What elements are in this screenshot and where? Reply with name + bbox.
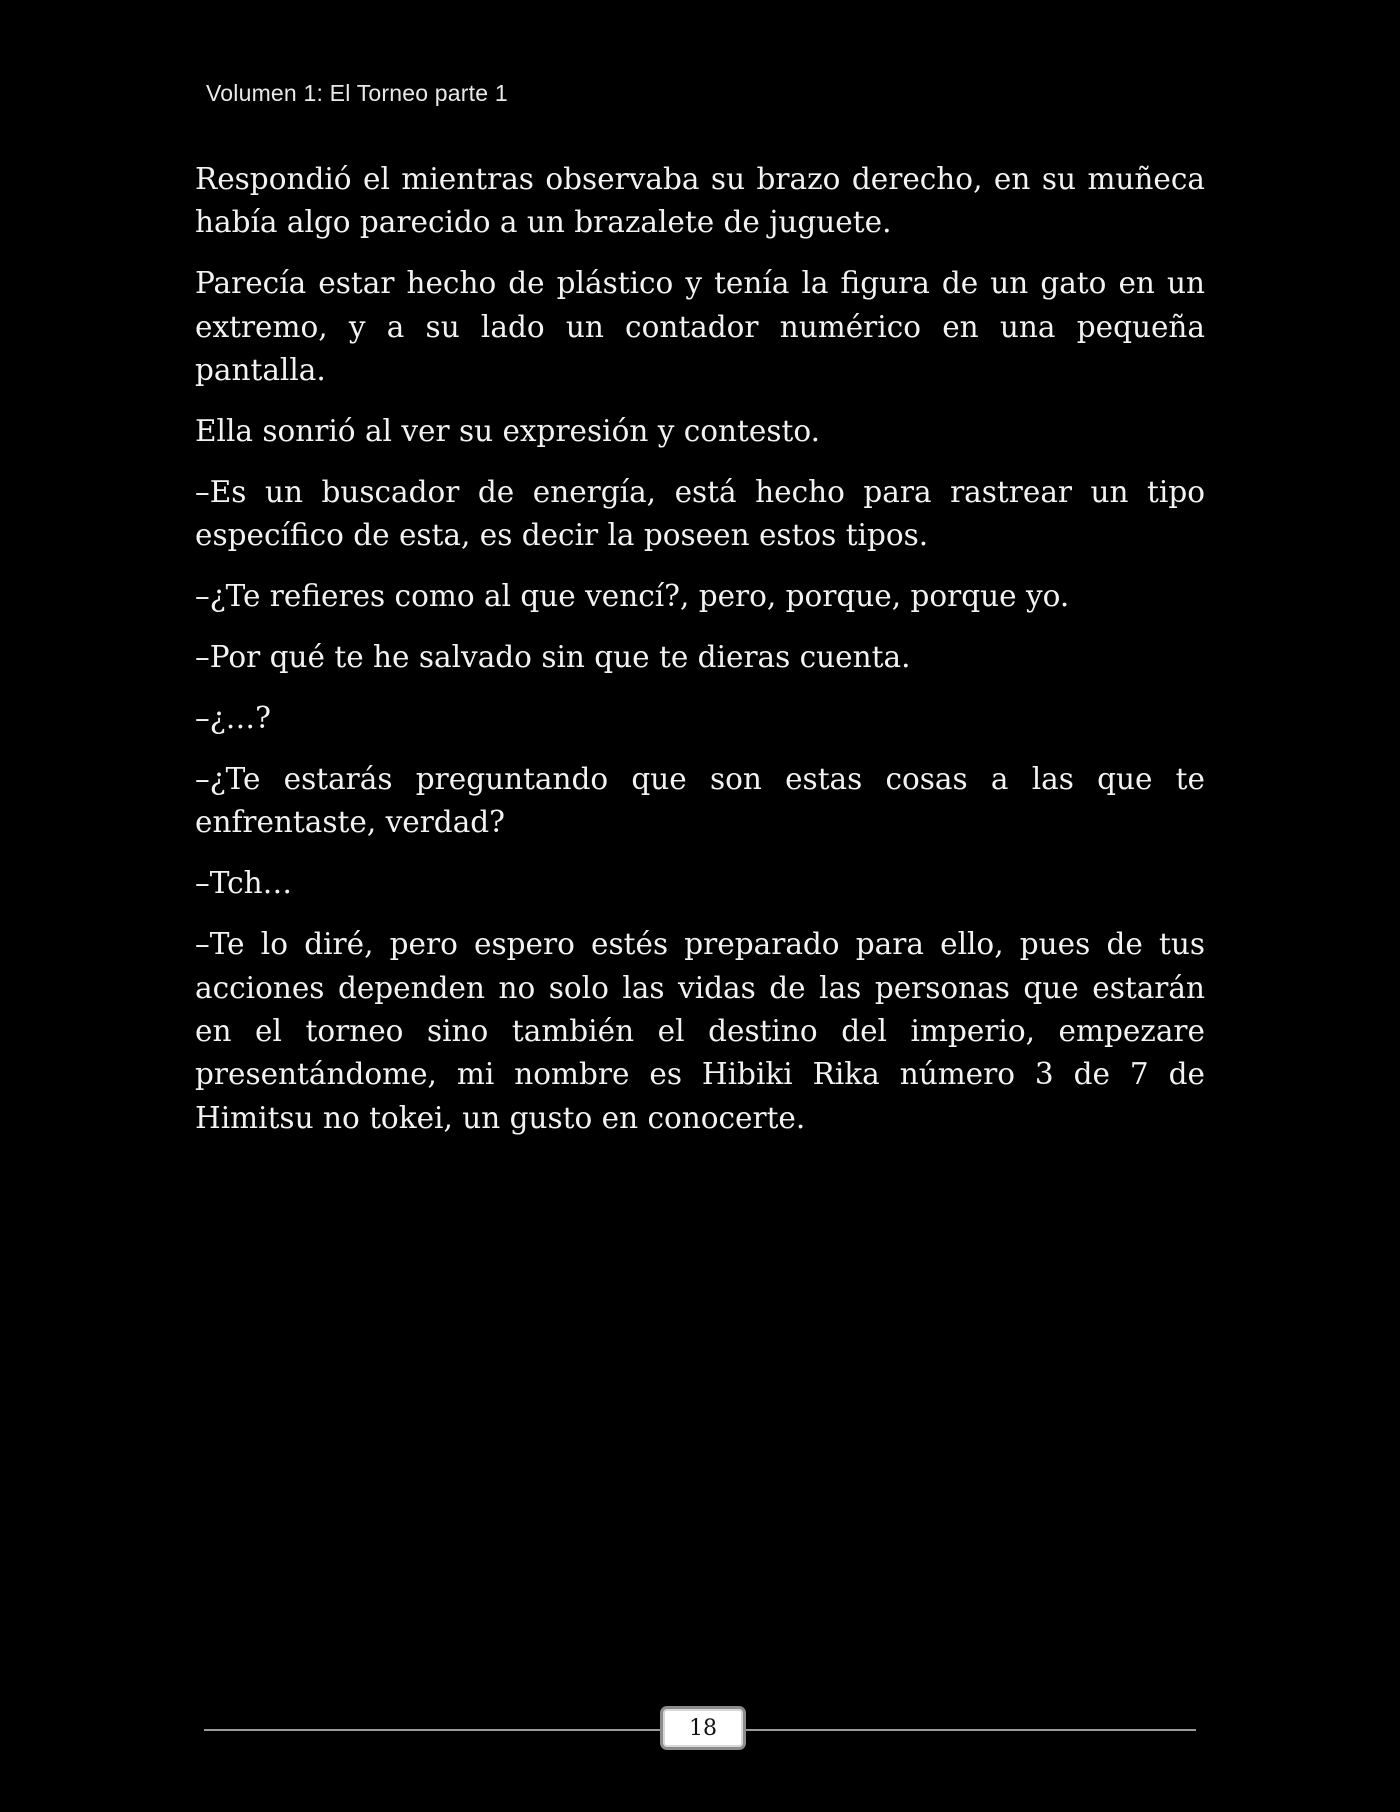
paragraph: Parecía estar hecho de plástico y tenía la figura de un gato en un extremo, y a su lado un contador numérico en una pequeña pantalla. (195, 266, 1205, 388)
paragraph: –¿Te estarás preguntando que son estas cosas a las que te enfrentaste, verdad? (195, 761, 1205, 840)
paragraph: Ella sonrió al ver su expresión y contesto. (195, 414, 820, 449)
running-header: Volumen 1: El Torneo parte 1 (206, 80, 508, 106)
paragraph: –Es un buscador de energía, está hecho para rastrear un tipo específico de esta, es decir la poseen estos tipos. (195, 474, 1205, 553)
page-footer (0, 1705, 1400, 1755)
paragraph: Respondió el mientras observaba su brazo derecho, en su muñeca había algo parecido a un brazalete de juguete. (195, 162, 1205, 240)
paragraph: –¿Te refieres como al que vencí?, pero, porque, porque yo. (195, 579, 1070, 614)
paragraph: –Te lo diré, pero espero estés preparado para ello, pues de tus acciones dependen no solo las vidas de las personas que estarán en el torneo sino también el destino del imperio, empezare presentándome, mi nombre es Hibiki Rika número 3 de 7 de Himitsu no tokei, un gusto en conocerte. (195, 927, 1205, 1135)
paragraph: –Por qué te he salvado sin que te dieras cuenta. (195, 640, 911, 675)
footer-rule-left (204, 1729, 662, 1731)
footer-rule-right (746, 1729, 1196, 1731)
page-number-badge (660, 1706, 746, 1750)
paragraph: –¿…? (195, 701, 271, 736)
page-number: 18 (689, 1716, 717, 1741)
body-text (195, 158, 1205, 1158)
paragraph: –Tch… (195, 866, 293, 901)
